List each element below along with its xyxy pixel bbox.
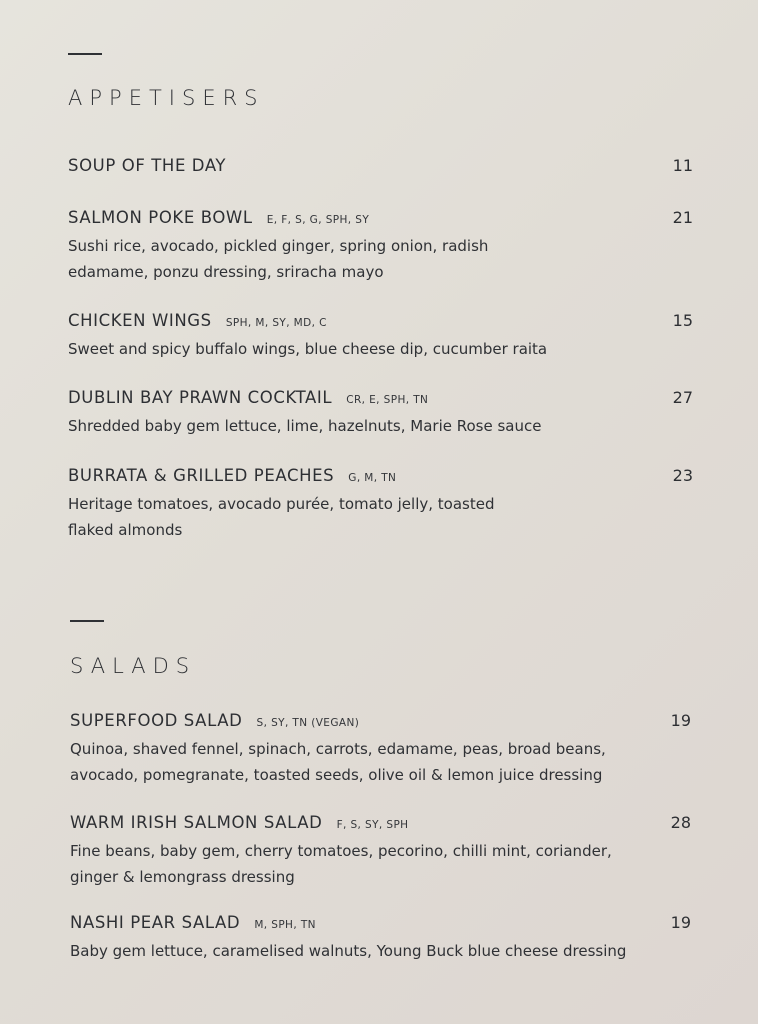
description-line: Sweet and spicy buffalo wings, blue cheese dip, cucumber raita xyxy=(68,340,548,358)
menu-item-header xyxy=(68,311,693,335)
menu-item-header xyxy=(70,913,691,937)
menu-item-price: 21 xyxy=(672,208,693,227)
menu-item-header xyxy=(68,156,693,180)
menu-item-name: BURRATA & GRILLED PEACHES xyxy=(68,466,335,485)
section-divider-salads xyxy=(70,620,104,622)
menu-item-description xyxy=(70,838,670,890)
menu-item-header xyxy=(68,466,693,490)
menu-item-allergens: S, SY, TN (VEGAN) xyxy=(256,717,360,729)
menu-item-description xyxy=(70,938,670,964)
description-line: Baby gem lettuce, caramelised walnuts, Young Buck blue cheese dressing xyxy=(70,942,627,960)
menu-item-price: 23 xyxy=(672,466,693,485)
menu-item-price: 15 xyxy=(672,311,693,330)
menu-item-name: SALMON POKE BOWL xyxy=(68,208,253,227)
menu-item xyxy=(70,913,691,964)
section-title-salads: SALADS xyxy=(70,654,197,678)
menu-item-description xyxy=(68,336,628,362)
menu-item-description xyxy=(68,491,628,543)
menu-item-name: CHICKEN WINGS xyxy=(68,311,212,330)
menu-item xyxy=(70,813,691,890)
menu-item xyxy=(68,156,693,180)
menu-item-name: SOUP OF THE DAY xyxy=(68,156,227,175)
menu-item xyxy=(68,388,693,439)
menu-item-description xyxy=(68,233,628,285)
menu-item-name: WARM IRISH SALMON SALAD xyxy=(70,813,323,832)
menu-item-name: NASHI PEAR SALAD xyxy=(70,913,241,932)
menu-item-header xyxy=(68,208,693,232)
description-line: Sushi rice, avocado, pickled ginger, spring onion, radish xyxy=(68,237,489,255)
description-line: avocado, pomegranate, toasted seeds, olive oil & lemon juice dressing xyxy=(70,766,603,784)
description-line: Heritage tomatoes, avocado purée, tomato jelly, toasted xyxy=(68,495,495,513)
menu-item-price: 19 xyxy=(670,711,691,730)
menu-item-allergens: M, SPH, TN xyxy=(254,919,316,931)
menu-item-header xyxy=(70,813,691,837)
description-line: flaked almonds xyxy=(68,521,183,539)
menu-item xyxy=(68,208,693,285)
menu-item xyxy=(68,311,693,362)
menu-item-header xyxy=(70,711,691,735)
menu-item-description xyxy=(70,736,670,788)
menu-item-header xyxy=(68,388,693,412)
menu-item xyxy=(68,466,693,543)
menu-item-allergens: CR, E, SPH, TN xyxy=(346,394,429,406)
description-line: Shredded baby gem lettuce, lime, hazelnuts, Marie Rose sauce xyxy=(68,417,542,435)
menu-item-allergens: G, M, TN xyxy=(348,472,397,484)
section-divider-appetisers xyxy=(68,53,102,55)
section-title-appetisers: APPETISERS xyxy=(68,86,265,110)
menu-item-allergens: E, F, S, G, SPH, SY xyxy=(266,214,370,226)
menu-item xyxy=(70,711,691,788)
menu-item-price: 19 xyxy=(670,913,691,932)
description-line: Fine beans, baby gem, cherry tomatoes, pecorino, chilli mint, coriander, xyxy=(70,842,612,860)
menu-item-description xyxy=(68,413,628,439)
menu-item-price: 11 xyxy=(672,156,693,175)
menu-item-price: 27 xyxy=(672,388,693,407)
menu-item-name: SUPERFOOD SALAD xyxy=(70,711,243,730)
menu-item-allergens: SPH, M, SY, MD, C xyxy=(225,317,327,329)
menu-item-name: DUBLIN BAY PRAWN COCKTAIL xyxy=(68,388,333,407)
description-line: edamame, ponzu dressing, sriracha mayo xyxy=(68,263,384,281)
menu-item-allergens: F, S, SY, SPH xyxy=(336,819,409,831)
menu-item-price: 28 xyxy=(670,813,691,832)
description-line: Quinoa, shaved fennel, spinach, carrots, edamame, peas, broad beans, xyxy=(70,740,606,758)
description-line: ginger & lemongrass dressing xyxy=(70,868,295,886)
